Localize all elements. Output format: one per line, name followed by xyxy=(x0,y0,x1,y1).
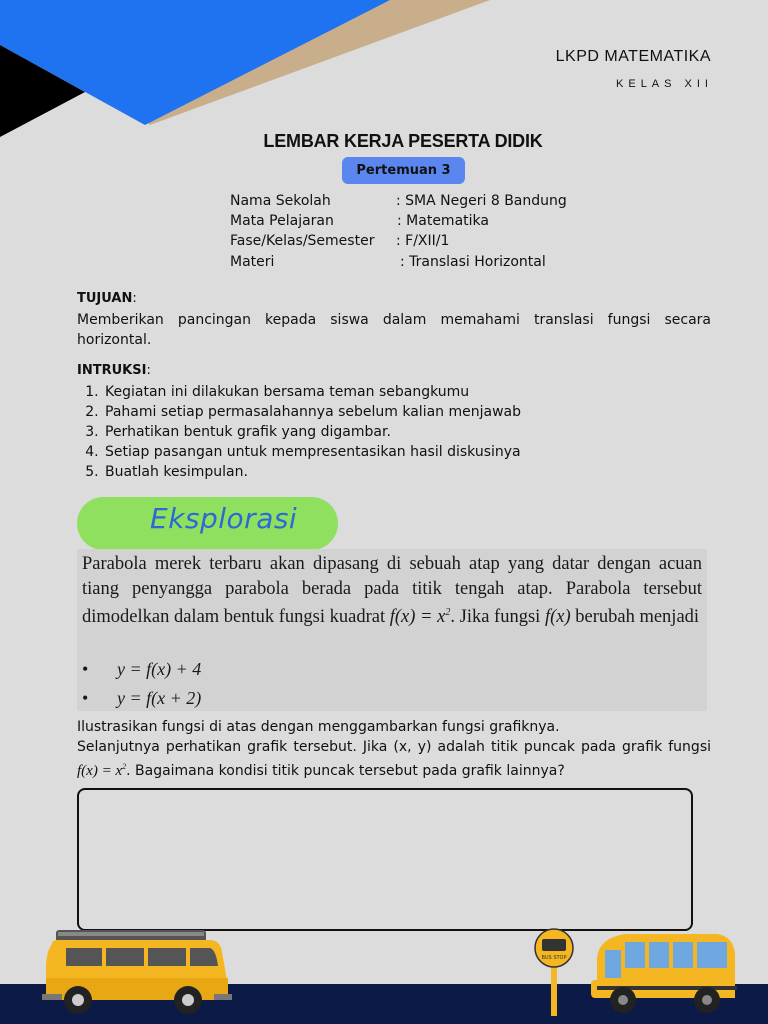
goal-heading: TUJUAN: xyxy=(77,291,137,306)
task-paragraph xyxy=(77,737,711,781)
problem-text xyxy=(82,552,702,630)
answer-box[interactable] xyxy=(77,788,693,931)
info-value: : Translasi Horizontal xyxy=(400,254,546,270)
header-title: LKPD MATEMATIKA xyxy=(555,48,711,65)
header-subtitle: KELAS XII xyxy=(616,78,713,90)
function-expression xyxy=(390,607,451,627)
goal-label: TUJUAN xyxy=(77,291,133,306)
instructions-heading: INTRUKSI: xyxy=(77,363,151,378)
instructions-label: INTRUKSI xyxy=(77,363,147,378)
bullet-expression: y = f(x + 2) xyxy=(117,688,202,708)
task-line-1: Ilustrasikan fungsi di atas dengan menggambarkan fungsi grafiknya. xyxy=(77,719,560,735)
task-function-exponent: 2 xyxy=(122,762,127,771)
meeting-badge: Pertemuan 3 xyxy=(342,157,465,184)
task-line-2: Selanjutnya perhatikan grafik tersebut. Jika (x, y) adalah titik puncak pada grafik fungsi xyxy=(77,739,711,755)
task-line-3: . Bagaimana kondisi titik puncak tersebut pada grafik lainnya? xyxy=(126,763,565,779)
instruction-item: 3. Perhatikan bentuk grafik yang digambar. xyxy=(103,422,521,442)
info-label: Mata Pelajaran xyxy=(230,213,334,229)
task-function-base: f(x) = x xyxy=(77,763,123,779)
bus-stop-sign xyxy=(532,928,576,1018)
bus-stop-label: BUS STOP xyxy=(541,955,567,961)
info-label: Nama Sekolah xyxy=(230,193,331,209)
van-illustration xyxy=(38,928,233,1018)
school-bus-illustration xyxy=(585,928,737,1018)
function-base: f(x) = x xyxy=(389,607,446,628)
function-f: f(x) xyxy=(544,607,571,628)
info-value: : Matematika xyxy=(397,213,489,229)
goal-text: Memberikan pancingan kepada siswa dalam memahami translasi fungsi secara horizontal. xyxy=(77,312,711,348)
task-function xyxy=(77,763,126,779)
info-value: : F/XII/1 xyxy=(396,233,450,249)
info-value: : SMA Negeri 8 Bandung xyxy=(396,193,567,209)
info-label: Fase/Kelas/Semester xyxy=(230,233,375,249)
bullet-expression: y = f(x) + 4 xyxy=(117,659,202,679)
instruction-item: 5. Buatlah kesimpulan. xyxy=(103,462,521,482)
problem-part-2: . Jika fungsi xyxy=(450,607,541,628)
exploration-title: Eksplorasi xyxy=(150,502,298,535)
problem-part-1: Parabola merek terbaru akan dipasang di sebuah atap yang datar dengan acuan tiang penyangga parabola berada pada titik tengah atap. Parabola tersebut dimodelkan dalam bentuk fungsi kuadrat xyxy=(82,554,702,628)
instruction-item: 2. Pahami setiap permasalahannya sebelum kalian menjawab xyxy=(103,402,521,422)
instruction-list xyxy=(75,382,521,482)
function-exponent: 2 xyxy=(445,607,451,618)
instruction-item: 4. Setiap pasangan untuk mempresentasikan hasil diskusinya xyxy=(103,442,521,462)
info-label: Materi xyxy=(230,254,275,270)
document-title: LEMBAR KERJA PESERTA DIDIK xyxy=(263,131,543,151)
problem-part-3: berubah menjadi xyxy=(575,607,700,628)
instruction-item: 1. Kegiatan ini dilakukan bersama teman sebangkumu xyxy=(103,382,521,402)
corner-decoration xyxy=(0,0,768,140)
